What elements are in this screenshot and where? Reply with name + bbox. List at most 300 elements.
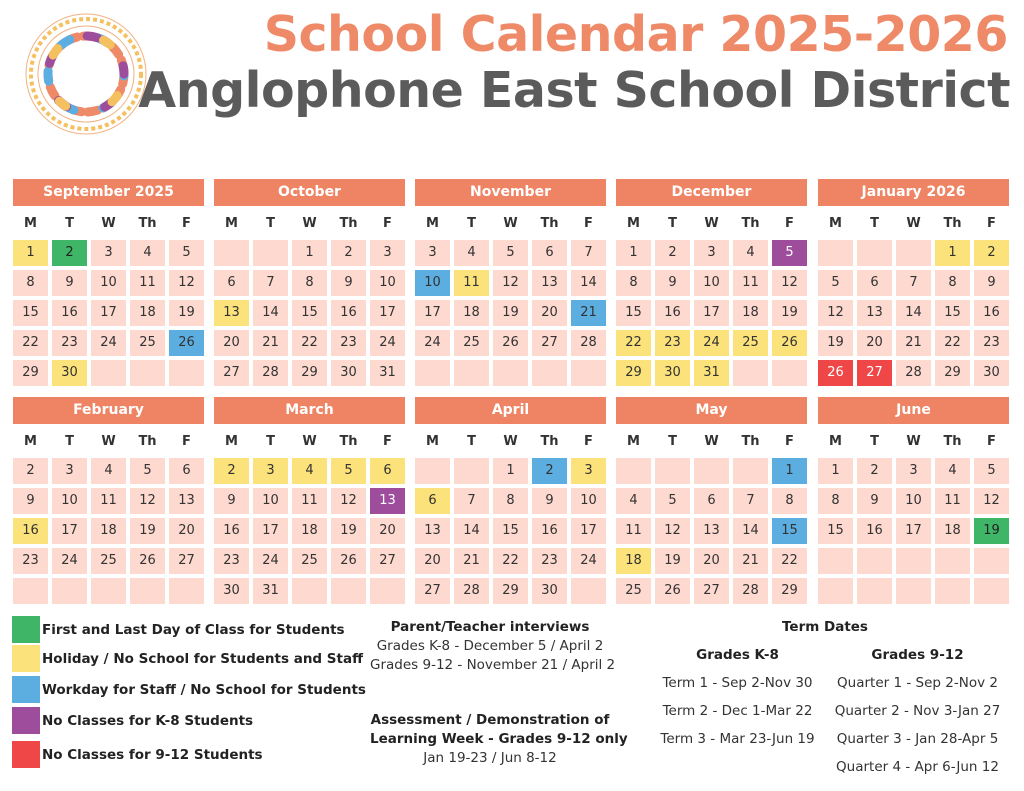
day-cell: 2 (655, 240, 690, 266)
day-cell: 16 (214, 518, 249, 544)
day-cell: 2 (532, 458, 567, 484)
day-cell: 1 (292, 240, 327, 266)
day-cell: 11 (91, 488, 126, 514)
day-cell: 28 (896, 360, 931, 386)
day-cell: 20 (694, 548, 729, 574)
legend-label: First and Last Day of Class for Students (42, 621, 345, 638)
day-cell: 25 (91, 548, 126, 574)
day-cell: 11 (616, 518, 651, 544)
empty-cell (655, 458, 690, 484)
day-cell: 20 (532, 300, 567, 326)
weekday-header: Th (741, 434, 760, 449)
hs-terms-heading: Grades 9-12 (871, 647, 964, 663)
day-cell: 31 (370, 360, 405, 386)
day-cell: 22 (616, 330, 651, 356)
day-cell: 1 (935, 240, 970, 266)
weekday-header: F (182, 216, 191, 231)
weekday-header: M (426, 216, 439, 231)
empty-cell (818, 548, 853, 574)
weekday-header: T (870, 434, 879, 449)
month-title: September 2025 (13, 179, 204, 206)
empty-cell (253, 240, 288, 266)
day-cell: 27 (214, 360, 249, 386)
assessment-heading-2: Learning Week - Grades 9-12 only (370, 731, 628, 747)
day-cell: 3 (52, 458, 87, 484)
day-cell: 17 (253, 518, 288, 544)
day-cell: 26 (772, 330, 807, 356)
day-cell: 8 (772, 488, 807, 514)
day-cell: 12 (818, 300, 853, 326)
day-cell: 26 (130, 548, 165, 574)
day-cell: 1 (493, 458, 528, 484)
day-cell: 12 (130, 488, 165, 514)
day-cell: 20 (214, 330, 249, 356)
day-cell: 15 (13, 300, 48, 326)
day-cell: 25 (616, 578, 651, 604)
weekday-header: F (584, 216, 593, 231)
legend-swatch-yellow (12, 645, 40, 672)
day-cell: 17 (415, 300, 450, 326)
empty-cell (130, 360, 165, 386)
day-cell: 25 (454, 330, 489, 356)
weekday-header: M (829, 434, 842, 449)
empty-cell (331, 578, 366, 604)
weekday-header: W (906, 216, 921, 231)
day-cell: 22 (13, 330, 48, 356)
day-cell: 22 (772, 548, 807, 574)
k8-term-3: Term 3 - Mar 23-Jun 19 (660, 731, 815, 747)
month-grid (616, 429, 807, 604)
day-cell: 19 (655, 548, 690, 574)
weekday-header: W (503, 216, 518, 231)
empty-cell (130, 578, 165, 604)
weekday-header: Th (540, 434, 559, 449)
day-cell: 10 (253, 488, 288, 514)
day-cell: 5 (655, 488, 690, 514)
day-cell: 12 (169, 270, 204, 296)
weekday-header: W (302, 434, 317, 449)
weekday-header: T (266, 216, 275, 231)
day-cell: 30 (655, 360, 690, 386)
day-cell: 18 (935, 518, 970, 544)
day-cell: 30 (52, 360, 87, 386)
empty-cell (493, 360, 528, 386)
month-grid (214, 211, 405, 386)
legend-swatch-blue (12, 676, 40, 703)
day-cell: 24 (415, 330, 450, 356)
month-block (818, 179, 1009, 386)
day-cell: 7 (733, 488, 768, 514)
weekday-header: M (627, 216, 640, 231)
weekday-header: M (24, 216, 37, 231)
weekday-header: Th (138, 216, 157, 231)
empty-cell (896, 240, 931, 266)
day-cell: 24 (52, 548, 87, 574)
day-cell: 2 (331, 240, 366, 266)
empty-cell (169, 578, 204, 604)
k8-term-1: Term 1 - Sep 2-Nov 30 (662, 675, 813, 691)
month-block (818, 397, 1009, 604)
month-grid (13, 211, 204, 386)
page-title: School Calendar 2025-2026 (263, 6, 1008, 63)
empty-cell (571, 360, 606, 386)
empty-cell (169, 360, 204, 386)
pt-interviews-k8: Grades K-8 - December 5 / April 2 (376, 638, 604, 654)
day-cell: 25 (292, 548, 327, 574)
legend-item-holiday (12, 645, 363, 672)
empty-cell (772, 360, 807, 386)
day-cell: 27 (694, 578, 729, 604)
day-cell: 30 (974, 360, 1009, 386)
weekday-header: Th (943, 434, 962, 449)
day-cell: 22 (493, 548, 528, 574)
weekday-header: T (65, 216, 74, 231)
day-cell: 23 (214, 548, 249, 574)
day-cell: 16 (857, 518, 892, 544)
weekday-header: T (266, 434, 275, 449)
day-cell: 15 (616, 300, 651, 326)
day-cell: 29 (13, 360, 48, 386)
empty-cell (214, 240, 249, 266)
weekday-header: W (101, 216, 116, 231)
weekday-header: M (829, 216, 842, 231)
day-cell: 18 (91, 518, 126, 544)
pt-interviews-9-12: Grades 9-12 - November 21 / April 2 (370, 657, 616, 673)
day-cell: 23 (532, 548, 567, 574)
month-block (13, 397, 204, 604)
day-cell: 11 (454, 270, 489, 296)
day-cell: 17 (694, 300, 729, 326)
empty-cell (857, 578, 892, 604)
day-cell: 17 (52, 518, 87, 544)
day-cell: 17 (91, 300, 126, 326)
weekday-header: T (467, 216, 476, 231)
day-cell: 4 (616, 488, 651, 514)
day-cell: 17 (896, 518, 931, 544)
day-cell: 17 (370, 300, 405, 326)
empty-cell (733, 458, 768, 484)
day-cell: 18 (454, 300, 489, 326)
weekday-header: Th (540, 216, 559, 231)
day-cell: 31 (253, 578, 288, 604)
legend-label: Workday for Staff / No School for Students (42, 681, 366, 698)
day-cell: 24 (571, 548, 606, 574)
legend-swatch-green (12, 616, 40, 643)
day-cell: 29 (935, 360, 970, 386)
day-cell: 19 (818, 330, 853, 356)
day-cell: 11 (292, 488, 327, 514)
day-cell: 3 (91, 240, 126, 266)
day-cell: 3 (253, 458, 288, 484)
day-cell: 18 (130, 300, 165, 326)
day-cell: 21 (733, 548, 768, 574)
day-cell: 6 (857, 270, 892, 296)
month-grid (214, 429, 405, 604)
day-cell: 1 (13, 240, 48, 266)
weekday-header: T (467, 434, 476, 449)
day-cell: 8 (493, 488, 528, 514)
page-subtitle: Anglophone East School District (138, 62, 1010, 119)
month-title: May (616, 397, 807, 424)
empty-cell (694, 458, 729, 484)
legend-swatch-purple (12, 707, 40, 734)
month-title: November (415, 179, 606, 206)
empty-cell (935, 548, 970, 574)
day-cell: 26 (818, 360, 853, 386)
day-cell: 3 (370, 240, 405, 266)
hs-quarter-1: Quarter 1 - Sep 2-Nov 2 (837, 675, 998, 691)
month-grid (415, 211, 606, 386)
day-cell: 1 (818, 458, 853, 484)
empty-cell (818, 240, 853, 266)
day-cell: 27 (532, 330, 567, 356)
day-cell: 2 (974, 240, 1009, 266)
day-cell: 10 (370, 270, 405, 296)
day-cell: 22 (292, 330, 327, 356)
month-title: April (415, 397, 606, 424)
district-logo (22, 10, 150, 138)
day-cell: 5 (169, 240, 204, 266)
day-cell: 16 (52, 300, 87, 326)
month-block (13, 179, 204, 386)
legend-label: Holiday / No School for Students and Staff (42, 650, 364, 667)
day-cell: 13 (532, 270, 567, 296)
day-cell: 14 (733, 518, 768, 544)
day-cell: 5 (130, 458, 165, 484)
day-cell: 23 (655, 330, 690, 356)
legend-item-no-classes-9-12 (12, 741, 263, 768)
month-title: December (616, 179, 807, 206)
day-cell: 2 (214, 458, 249, 484)
weekday-header: F (584, 434, 593, 449)
day-cell: 3 (571, 458, 606, 484)
day-cell: 23 (13, 548, 48, 574)
day-cell: 27 (169, 548, 204, 574)
day-cell: 6 (415, 488, 450, 514)
day-cell: 9 (214, 488, 249, 514)
empty-cell (896, 578, 931, 604)
weekday-header: F (785, 216, 794, 231)
day-cell: 29 (772, 578, 807, 604)
legend-item-no-classes-k8 (12, 707, 253, 734)
legend-item-first-last-day (12, 616, 345, 643)
assessment-dates: Jan 19-23 / Jun 8-12 (423, 750, 557, 766)
empty-cell (415, 458, 450, 484)
month-block (415, 397, 606, 604)
day-cell: 16 (655, 300, 690, 326)
empty-cell (733, 360, 768, 386)
day-cell: 12 (331, 488, 366, 514)
day-cell: 2 (13, 458, 48, 484)
day-cell: 20 (169, 518, 204, 544)
day-cell: 28 (253, 360, 288, 386)
weekday-header: F (987, 434, 996, 449)
day-cell: 13 (857, 300, 892, 326)
weekday-header: F (383, 434, 392, 449)
day-cell: 18 (292, 518, 327, 544)
month-grid (415, 429, 606, 604)
day-cell: 7 (454, 488, 489, 514)
day-cell: 7 (253, 270, 288, 296)
month-title: January 2026 (818, 179, 1009, 206)
day-cell: 15 (493, 518, 528, 544)
weekday-header: W (302, 216, 317, 231)
legend-item-staff-workday (12, 676, 366, 703)
weekday-header: M (225, 434, 238, 449)
day-cell: 9 (13, 488, 48, 514)
day-cell: 11 (733, 270, 768, 296)
day-cell: 10 (415, 270, 450, 296)
day-cell: 30 (214, 578, 249, 604)
empty-cell (52, 578, 87, 604)
day-cell: 31 (694, 360, 729, 386)
day-cell: 27 (415, 578, 450, 604)
month-title: February (13, 397, 204, 424)
day-cell: 20 (370, 518, 405, 544)
day-cell: 4 (733, 240, 768, 266)
day-cell: 28 (733, 578, 768, 604)
day-cell: 19 (974, 518, 1009, 544)
weekday-header: Th (138, 434, 157, 449)
day-cell: 9 (655, 270, 690, 296)
day-cell: 24 (253, 548, 288, 574)
legend-label: No Classes for 9-12 Students (42, 746, 263, 763)
day-cell: 26 (169, 330, 204, 356)
weekday-header: M (627, 434, 640, 449)
k8-terms-heading: Grades K-8 (696, 647, 779, 663)
weekday-header: T (65, 434, 74, 449)
day-cell: 6 (214, 270, 249, 296)
day-cell: 13 (214, 300, 249, 326)
day-cell: 6 (532, 240, 567, 266)
weekday-header: W (101, 434, 116, 449)
day-cell: 4 (454, 240, 489, 266)
day-cell: 14 (571, 270, 606, 296)
weekday-header: W (906, 434, 921, 449)
day-cell: 26 (331, 548, 366, 574)
empty-cell (857, 240, 892, 266)
month-block (616, 179, 807, 386)
day-cell: 13 (694, 518, 729, 544)
day-cell: 10 (694, 270, 729, 296)
day-cell: 10 (571, 488, 606, 514)
day-cell: 19 (493, 300, 528, 326)
day-cell: 6 (694, 488, 729, 514)
day-cell: 12 (974, 488, 1009, 514)
day-cell: 29 (292, 360, 327, 386)
weekday-header: F (987, 216, 996, 231)
empty-cell (370, 578, 405, 604)
day-cell: 6 (169, 458, 204, 484)
day-cell: 14 (253, 300, 288, 326)
day-cell: 5 (772, 240, 807, 266)
day-cell: 27 (370, 548, 405, 574)
day-cell: 5 (818, 270, 853, 296)
day-cell: 4 (130, 240, 165, 266)
month-title: June (818, 397, 1009, 424)
month-block (616, 397, 807, 604)
day-cell: 24 (91, 330, 126, 356)
day-cell: 14 (454, 518, 489, 544)
day-cell: 11 (935, 488, 970, 514)
day-cell: 21 (454, 548, 489, 574)
pt-interviews-heading: Parent/Teacher interviews (390, 619, 590, 635)
day-cell: 4 (935, 458, 970, 484)
day-cell: 19 (130, 518, 165, 544)
day-cell: 18 (616, 548, 651, 574)
day-cell: 8 (292, 270, 327, 296)
month-grid (818, 429, 1009, 604)
hs-quarter-4: Quarter 4 - Apr 6-Jun 12 (836, 759, 999, 775)
day-cell: 30 (331, 360, 366, 386)
weekday-header: F (785, 434, 794, 449)
day-cell: 5 (974, 458, 1009, 484)
day-cell: 1 (772, 458, 807, 484)
day-cell: 3 (896, 458, 931, 484)
weekday-header: M (24, 434, 37, 449)
day-cell: 19 (169, 300, 204, 326)
day-cell: 15 (772, 518, 807, 544)
day-cell: 8 (818, 488, 853, 514)
hs-quarter-3: Quarter 3 - Jan 28-Apr 5 (836, 731, 999, 747)
day-cell: 28 (571, 330, 606, 356)
day-cell: 7 (896, 270, 931, 296)
legend-swatch-red (12, 741, 40, 768)
empty-cell (532, 360, 567, 386)
day-cell: 15 (818, 518, 853, 544)
month-grid (818, 211, 1009, 386)
day-cell: 21 (896, 330, 931, 356)
day-cell: 3 (415, 240, 450, 266)
month-title: March (214, 397, 405, 424)
day-cell: 12 (655, 518, 690, 544)
weekday-header: Th (943, 216, 962, 231)
day-cell: 12 (772, 270, 807, 296)
day-cell: 3 (694, 240, 729, 266)
day-cell: 5 (493, 240, 528, 266)
assessment-heading: Assessment / Demonstration of (370, 712, 610, 728)
weekday-header: T (870, 216, 879, 231)
empty-cell (974, 578, 1009, 604)
day-cell: 15 (292, 300, 327, 326)
legend-label: No Classes for K-8 Students (42, 712, 254, 729)
day-cell: 2 (52, 240, 87, 266)
empty-cell (857, 548, 892, 574)
day-cell: 25 (733, 330, 768, 356)
day-cell: 9 (52, 270, 87, 296)
day-cell: 23 (331, 330, 366, 356)
empty-cell (974, 548, 1009, 574)
month-block (415, 179, 606, 386)
day-cell: 9 (857, 488, 892, 514)
weekday-header: M (225, 216, 238, 231)
day-cell: 13 (169, 488, 204, 514)
day-cell: 24 (370, 330, 405, 356)
weekday-header: Th (339, 216, 358, 231)
empty-cell (292, 578, 327, 604)
day-cell: 20 (415, 548, 450, 574)
day-cell: 30 (532, 578, 567, 604)
empty-cell (896, 548, 931, 574)
day-cell: 16 (331, 300, 366, 326)
day-cell: 20 (857, 330, 892, 356)
empty-cell (935, 578, 970, 604)
day-cell: 10 (91, 270, 126, 296)
day-cell: 8 (935, 270, 970, 296)
day-cell: 23 (974, 330, 1009, 356)
day-cell: 8 (616, 270, 651, 296)
day-cell: 15 (935, 300, 970, 326)
